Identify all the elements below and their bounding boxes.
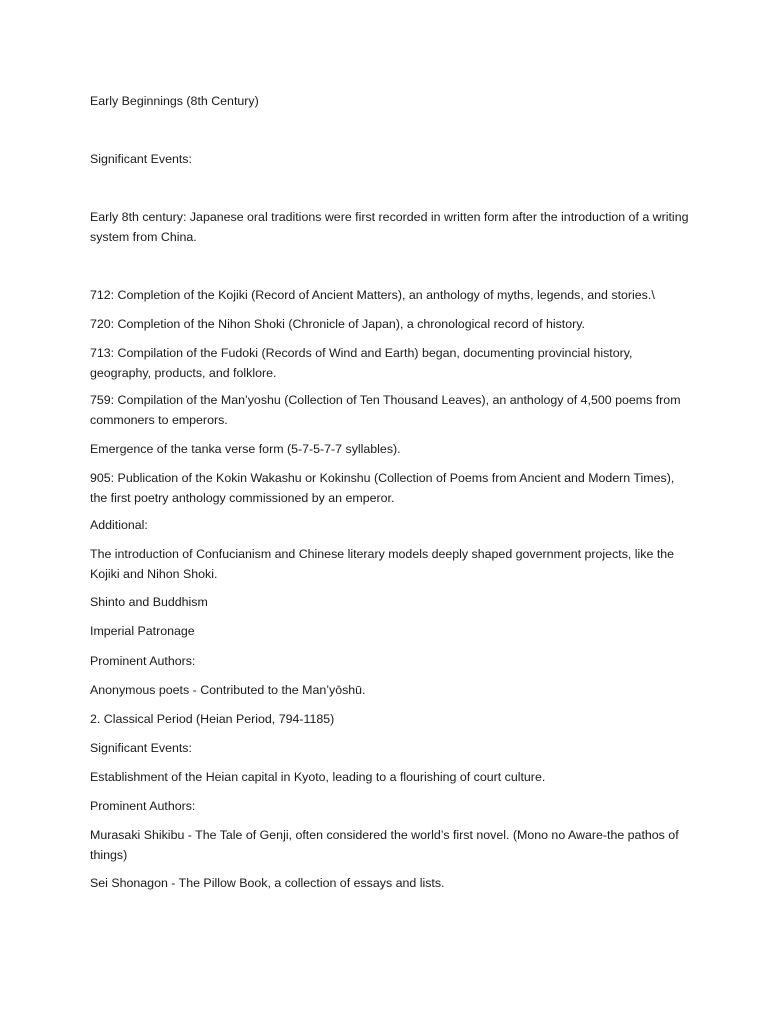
- paragraph-imperial-patronage: Imperial Patronage: [90, 624, 195, 638]
- paragraph-tanka-verse: Emergence of the tanka verse form (5-7-5-7-7 syllables).: [90, 442, 401, 456]
- section-heading-classical-period: 2. Classical Period (Heian Period, 794-1185): [90, 712, 335, 726]
- paragraph-759-manyoshu: 759: Compilation of the Man’yoshu (Collection of Ten Thousand Leaves), an anthology of 4,500 poems from commoners to emperors.: [90, 393, 681, 427]
- paragraph-early-8th-century: Early 8th century: Japanese oral traditions were first recorded in written form after the introduction of a writing system from China.: [90, 210, 689, 244]
- paragraph-712-kojiki: 712: Completion of the Kojiki (Record of Ancient Matters), an anthology of myths, legends, and stories.\: [90, 288, 655, 302]
- paragraph-murasaki-shikibu: Murasaki Shikibu - The Tale of Genji, often considered the world’s first novel. (Mono no Aware-the pathos of things): [90, 828, 679, 862]
- paragraph-720-nihon-shoki: 720: Completion of the Nihon Shoki (Chronicle of Japan), a chronological record of history.: [90, 317, 585, 331]
- paragraph-anonymous-poets: Anonymous poets - Contributed to the Man’yōshū.: [90, 683, 366, 697]
- subheading-prominent-authors-heian: Prominent Authors:: [90, 799, 196, 813]
- paragraph-shinto-buddhism: Shinto and Buddhism: [90, 595, 208, 609]
- paragraph-713-fudoki: 713: Compilation of the Fudoki (Records of Wind and Earth) began, documenting provincial history, geography, products, and folklore.: [90, 346, 633, 380]
- paragraph-905-kokinshu: 905: Publication of the Kokin Wakashu or Kokinshu (Collection of Poems from Ancient and Modern Times), the first poetry anthology commissioned by an emperor.: [90, 471, 675, 505]
- paragraph-heian-capital: Establishment of the Heian capital in Kyoto, leading to a flourishing of court culture.: [90, 770, 546, 784]
- section-heading-early-beginnings: Early Beginnings (8th Century): [90, 94, 259, 108]
- subheading-prominent-authors: Prominent Authors:: [90, 654, 196, 668]
- subheading-significant-events: Significant Events:: [90, 152, 192, 166]
- paragraph-sei-shonagon: Sei Shonagon - The Pillow Book, a collection of essays and lists.: [90, 876, 445, 890]
- subheading-additional: Additional:: [90, 518, 148, 532]
- paragraph-confucianism: The introduction of Confucianism and Chinese literary models deeply shaped government projects, like the Kojiki and Nihon Shoki.: [90, 547, 675, 581]
- subheading-significant-events-heian: Significant Events:: [90, 741, 192, 755]
